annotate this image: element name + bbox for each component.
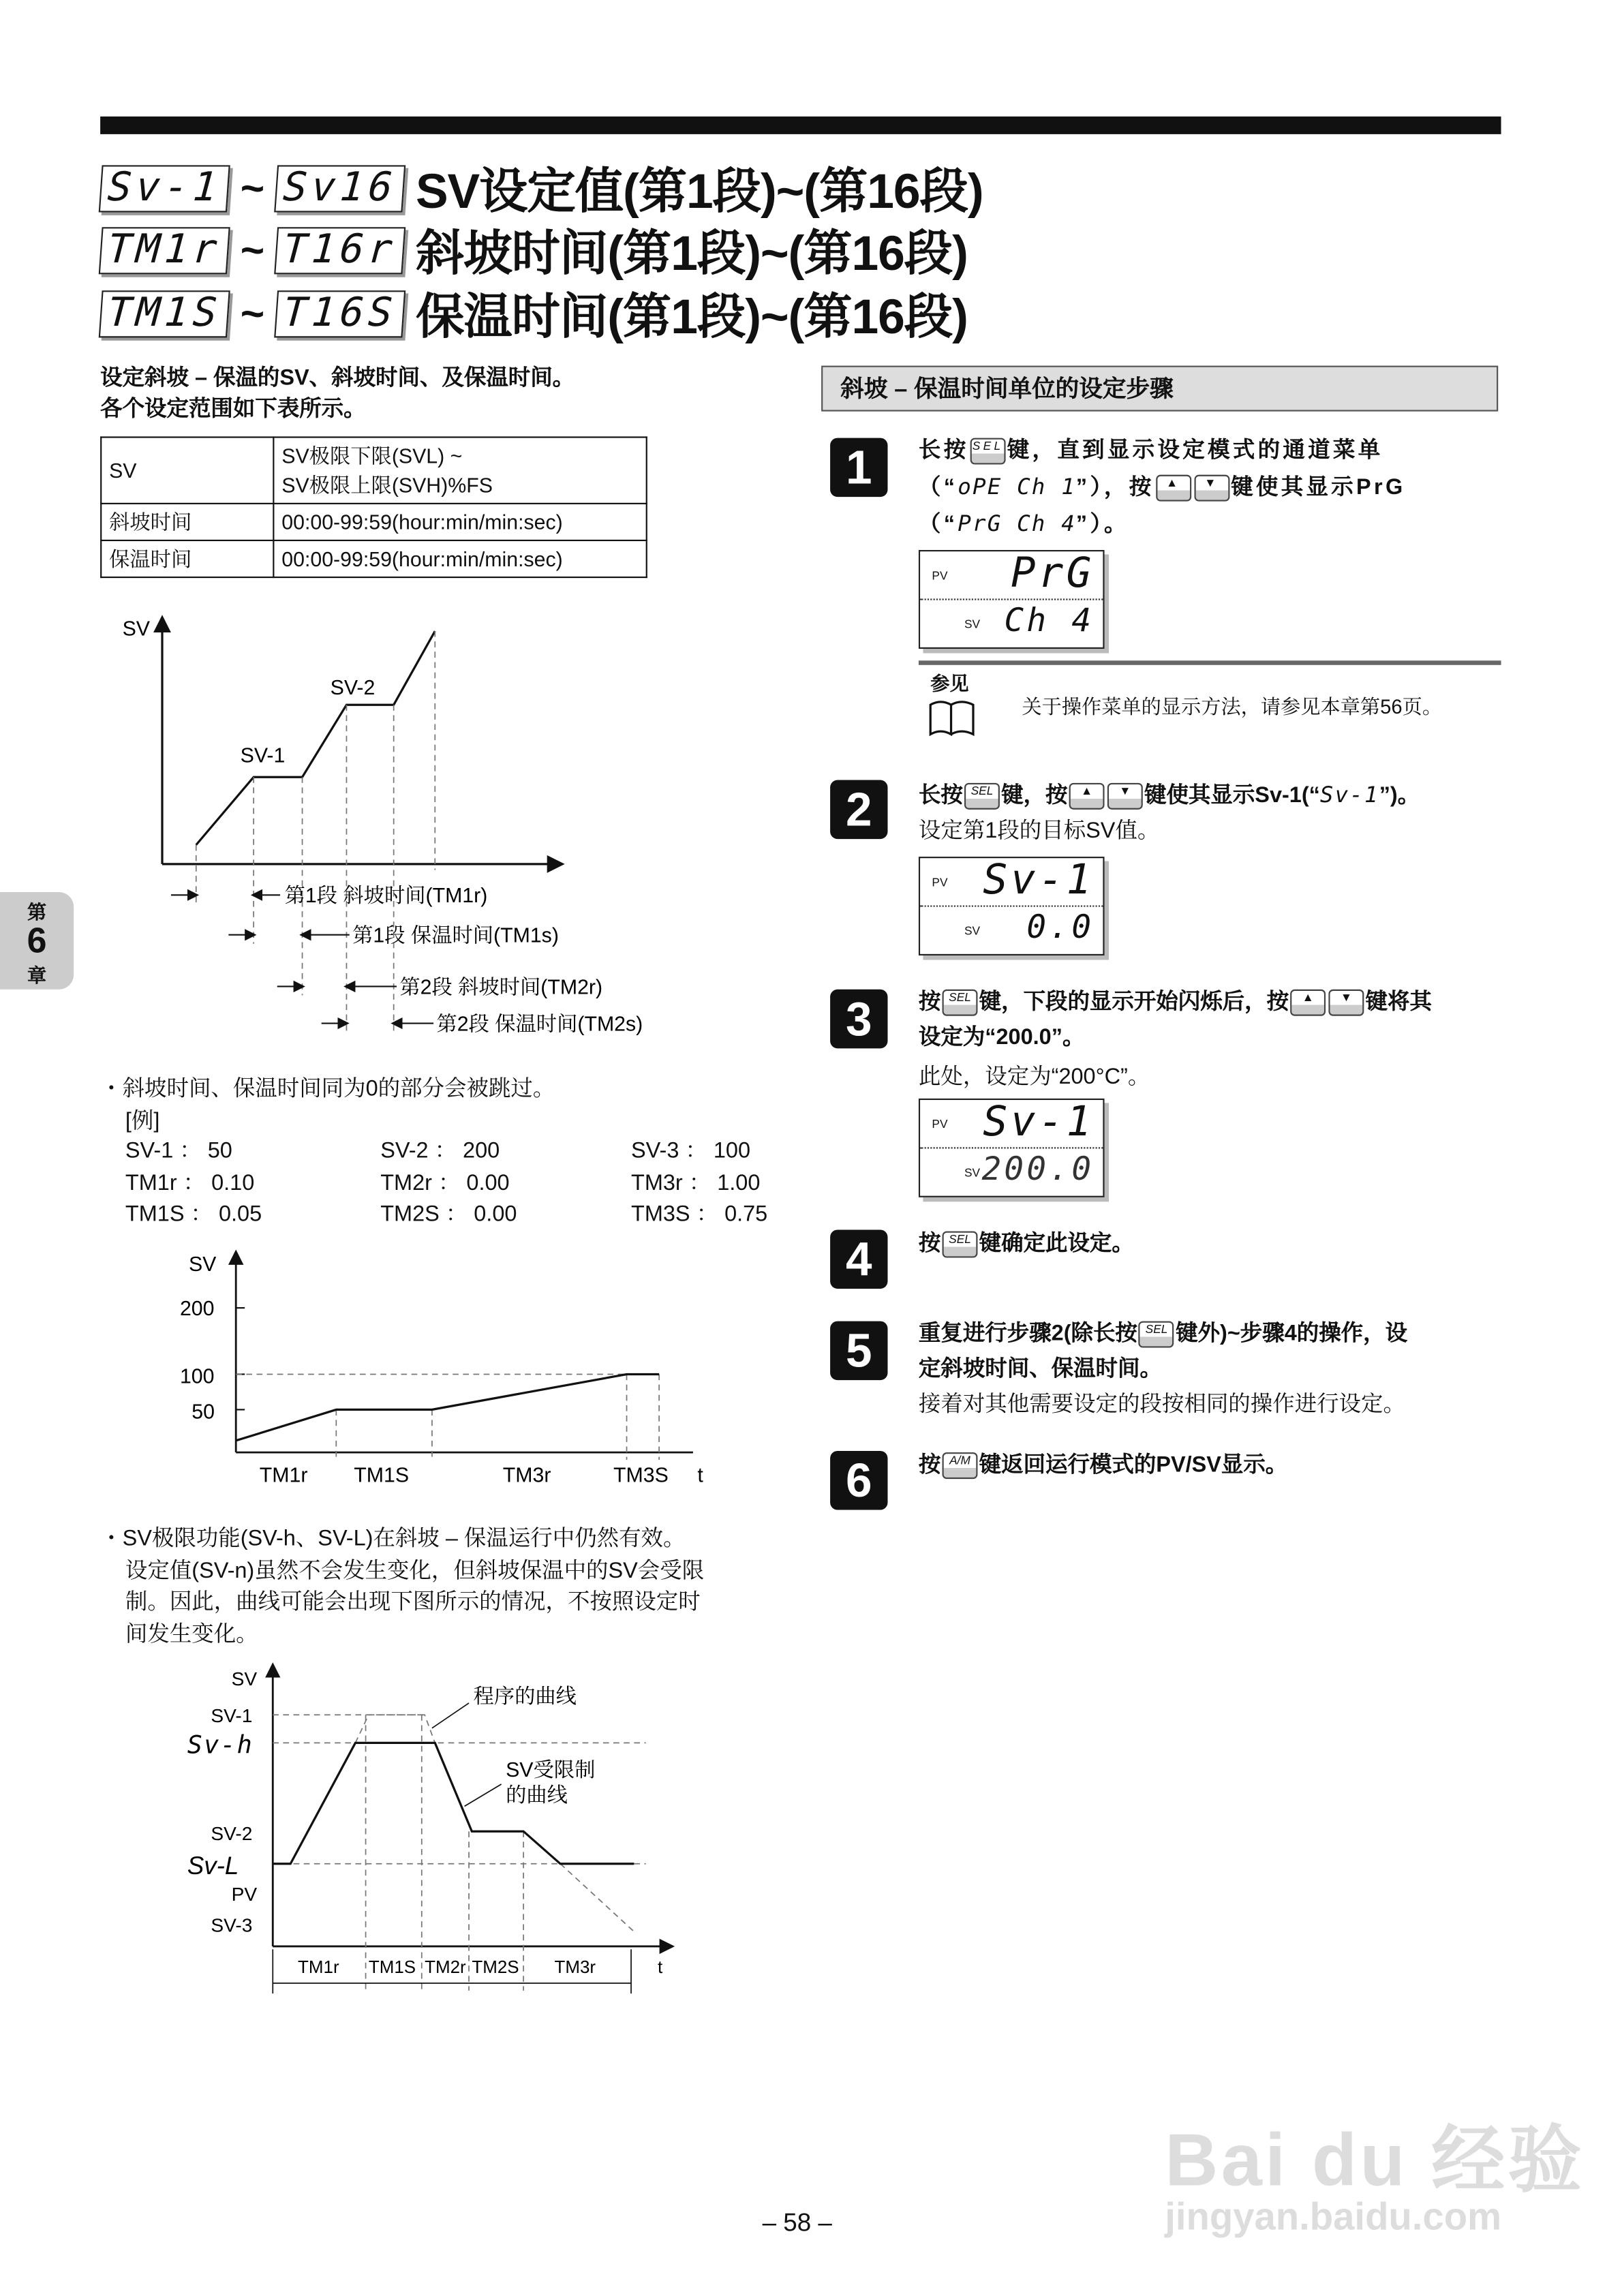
pv-label: PV [932, 1118, 948, 1131]
lcd-display [919, 857, 1105, 955]
sv-value: 0.0 [1026, 909, 1095, 947]
intro-line: 设定斜坡 – 保温的SV、斜坡时间、及保温时间。 [100, 365, 575, 391]
value: TM1S ： 0.05 [125, 1201, 262, 1227]
lcd-display [919, 550, 1105, 649]
tilde: ~ [240, 226, 264, 273]
interval-label: 第2段 保温时间(TM2s) [436, 1013, 643, 1036]
level-label: PV [231, 1883, 258, 1905]
sel-key-icon: SEL [970, 438, 1006, 465]
pv-label: PV [932, 569, 948, 583]
lcd-code: T16r [274, 226, 406, 273]
note-line: 制。因此，曲线可能会出现下图所示的情况，不按照设定时 [125, 1589, 701, 1615]
step-number: 4 [830, 1229, 887, 1289]
limited-curve-label: 的曲线 [506, 1784, 568, 1807]
text: 定斜坡时间、保温时间。 [918, 1356, 1162, 1382]
x-label: TM1S [368, 1956, 416, 1977]
profile-line [196, 631, 435, 845]
table-cell: 斜坡时间 [101, 504, 273, 540]
level-label: SV-2 [211, 1823, 253, 1845]
text: 键确定此设定。 [979, 1231, 1134, 1257]
sel-key-icon: SEL [943, 1231, 978, 1258]
pv-value: Sv-1 [983, 1097, 1095, 1146]
text: （“ [918, 474, 958, 500]
step-number: 1 [830, 438, 887, 498]
text: 按 [918, 989, 941, 1015]
lcd-text: Sv-1 [1319, 781, 1379, 808]
lcd-text: PrG Ch 4 [958, 510, 1076, 537]
lcd-code: Sv16 [274, 164, 406, 211]
level-label: SV-1 [211, 1705, 253, 1727]
down-key-icon: ▼ [1328, 990, 1364, 1016]
step-3-text [919, 985, 1501, 1100]
x-tick-label: TM1r [259, 1464, 308, 1487]
step-4-text [919, 1227, 1501, 1262]
am-key-icon: A/M [943, 1452, 978, 1479]
table-cell: SV [101, 438, 273, 504]
pv-value: Sv-1 [983, 855, 1095, 904]
text: 长按 [918, 438, 969, 463]
value: TM3S ： 0.75 [631, 1201, 768, 1227]
step-2-text [919, 777, 1501, 849]
up-key-icon: ▲ [1069, 783, 1105, 810]
tilde: ~ [240, 164, 264, 211]
title-text: SV设定值(第1段)~(第16段) [415, 164, 983, 219]
sv2-label: SV-2 [330, 677, 376, 700]
text: （“ [918, 511, 958, 537]
step-number: 6 [830, 1451, 887, 1510]
level-label-lcd: Sv-L [187, 1851, 239, 1880]
reference-text: 关于操作菜单的显示方法，请参见本章第56页。 [1022, 696, 1443, 718]
ramp-soak-diagram [123, 618, 643, 1036]
lcd-display [919, 1099, 1105, 1197]
lcd-code: T16S [274, 290, 406, 337]
series-line [236, 1374, 659, 1440]
table-cell: 00:00-99:59(hour:min/min:sec) [273, 504, 646, 540]
sel-key-icon: SEL [943, 990, 978, 1016]
limited-curve-label: SV受限制 [506, 1759, 596, 1782]
x-tick-label: TM1S [354, 1464, 410, 1487]
note-line: 间发生变化。 [125, 1621, 258, 1647]
x-label: TM2r [425, 1956, 466, 1977]
text: 按 [918, 1452, 941, 1478]
up-key-icon: ▲ [1156, 475, 1191, 502]
text: ”）。 [1075, 511, 1129, 537]
watermark-url: jingyan.baidu.com [1165, 2194, 1502, 2239]
guide-lines [196, 631, 435, 1032]
intro-line: 各个设定范围如下表所示。 [100, 397, 366, 422]
step-1-text [919, 433, 1501, 542]
axis-label: SV [122, 617, 150, 641]
lcd-code: TM1S [99, 290, 230, 337]
procedure-header: 斜坡 – 保温时间单位的设定步骤 [821, 366, 1498, 412]
text: 按 [918, 1231, 941, 1257]
text: 键，下段的显示开始闪烁后，按 [979, 989, 1289, 1015]
table-cell: 保温时间 [101, 540, 273, 577]
x-label: t [657, 1956, 663, 1977]
divider [919, 660, 1501, 664]
value: SV-1 ： 50 [125, 1138, 232, 1164]
example-chart [180, 1253, 703, 1486]
down-key-icon: ▼ [1194, 475, 1229, 502]
sv-value: Ch 4 [1004, 602, 1095, 641]
text: 键外)~步骤4的操作，设 [1176, 1321, 1408, 1347]
step-5-text [919, 1317, 1501, 1423]
text: 键，直到显示设定模式的通道菜单 [1007, 438, 1383, 463]
pv-value: PrG [1010, 548, 1095, 598]
interval-label: 第2段 斜坡时间(TM2r) [399, 976, 603, 999]
interval-label: 第1段 斜坡时间(TM1r) [284, 885, 488, 908]
value: SV-3 ： 100 [631, 1138, 751, 1164]
sv-label: SV [964, 1166, 981, 1180]
text: 键使其显示Sv-1(“ [1144, 782, 1320, 808]
note2 [100, 1523, 793, 1650]
range-text: SV极限下限(SVL) ~ [281, 444, 463, 468]
step-6-text [919, 1448, 1501, 1484]
x-tick-label: TM3r [502, 1464, 551, 1487]
chapter-number: 6 [27, 921, 47, 962]
note-line: 设定值(SV-n)虽然不会发生变化，但斜坡保温中的SV会受限 [125, 1557, 705, 1583]
axis-label: SV [231, 1668, 258, 1689]
sv-label: SV [964, 617, 981, 632]
value: TM2S ： 0.00 [380, 1201, 517, 1227]
range-text: SV极限上限(SVH)%FS [281, 473, 493, 498]
text: 长按 [918, 782, 963, 808]
x-label: TM2S [472, 1956, 519, 1977]
y-tick-label: 100 [179, 1365, 215, 1388]
text: 重复进行步骤2(除长按 [918, 1321, 1137, 1347]
y-tick-label: 50 [192, 1400, 215, 1424]
y-tick-label: 200 [179, 1297, 215, 1320]
x-tick-label: TM3S [613, 1464, 669, 1487]
sv-value-blinking: 200.0 [981, 1151, 1095, 1189]
level-label-lcd: Sv-h [187, 1730, 254, 1760]
limit-diagram [187, 1666, 671, 1993]
note-text: ・斜坡时间、保温时间同为0的部分会被跳过。 [100, 1076, 555, 1102]
chapter-label: 第 [27, 900, 47, 923]
pv-label: PV [932, 876, 948, 889]
text: 键返回运行模式的PV/SV显示。 [979, 1452, 1288, 1478]
text: 设定为“200.0”。 [918, 1024, 1085, 1050]
value: TM2r ： 0.00 [380, 1169, 510, 1195]
lcd-text: oPE Ch 1 [958, 473, 1076, 500]
x-axis-label: t [697, 1464, 703, 1487]
example-label: [例] [125, 1109, 160, 1134]
y-axis-label: SV [188, 1253, 217, 1276]
value: SV-2 ： 200 [380, 1138, 500, 1164]
step-number: 2 [830, 780, 887, 840]
text: ”)。 [1379, 782, 1420, 808]
value: TM3r ： 1.00 [631, 1169, 761, 1195]
chapter-tab [0, 892, 74, 990]
table-cell: 00:00-99:59(hour:min/min:sec) [273, 540, 646, 577]
page-number: – 58 – [762, 2209, 832, 2237]
sel-key-icon: SEL [1139, 1321, 1174, 1348]
sel-key-icon: SEL [964, 783, 1000, 810]
text: ”），按 [1075, 474, 1154, 500]
step-number: 3 [830, 990, 887, 1049]
down-key-icon: ▼ [1107, 783, 1143, 810]
sub-text: 设定第1段的目标SV值。 [918, 818, 1160, 844]
up-key-icon: ▲ [1290, 990, 1326, 1016]
level-label: SV-3 [211, 1914, 253, 1936]
sub-text: 此处，设定为“200°C”。 [918, 1065, 1150, 1090]
value: TM1r ： 0.10 [125, 1169, 255, 1195]
chapter-label: 章 [27, 964, 47, 987]
example-values [125, 1135, 808, 1231]
text: 键将其 [1365, 989, 1432, 1015]
title-text: 斜坡时间(第1段)~(第16段) [415, 226, 968, 281]
note-line: ・SV极限功能(SV-h、SV-L)在斜坡 – 保温运行中仍然有效。 [100, 1526, 686, 1552]
book-icon [928, 699, 975, 735]
tilde: ~ [240, 290, 264, 336]
program-curve-label: 程序的曲线 [473, 1685, 577, 1708]
sub-text: 接着对其他需要设定的段按相同的操作进行设定。 [918, 1392, 1405, 1418]
x-label: TM1r [298, 1956, 339, 1977]
watermark-logo: Bai du 经验 [1165, 2119, 1585, 2202]
reference-label: 参见 [930, 672, 969, 695]
sv1-label: SV-1 [240, 744, 286, 767]
step-number: 5 [830, 1321, 887, 1381]
x-label: TM3r [554, 1956, 596, 1977]
lcd-code: TM1r [99, 226, 230, 273]
sv-label: SV [964, 924, 981, 938]
text: 键，按 [1001, 782, 1068, 808]
text: 键使其显示PrG [1231, 474, 1406, 500]
lcd-code: Sv-1 [99, 164, 230, 211]
title-text: 保温时间(第1段)~(第16段) [415, 289, 968, 344]
interval-label: 第1段 保温时间(TM1s) [352, 924, 559, 947]
